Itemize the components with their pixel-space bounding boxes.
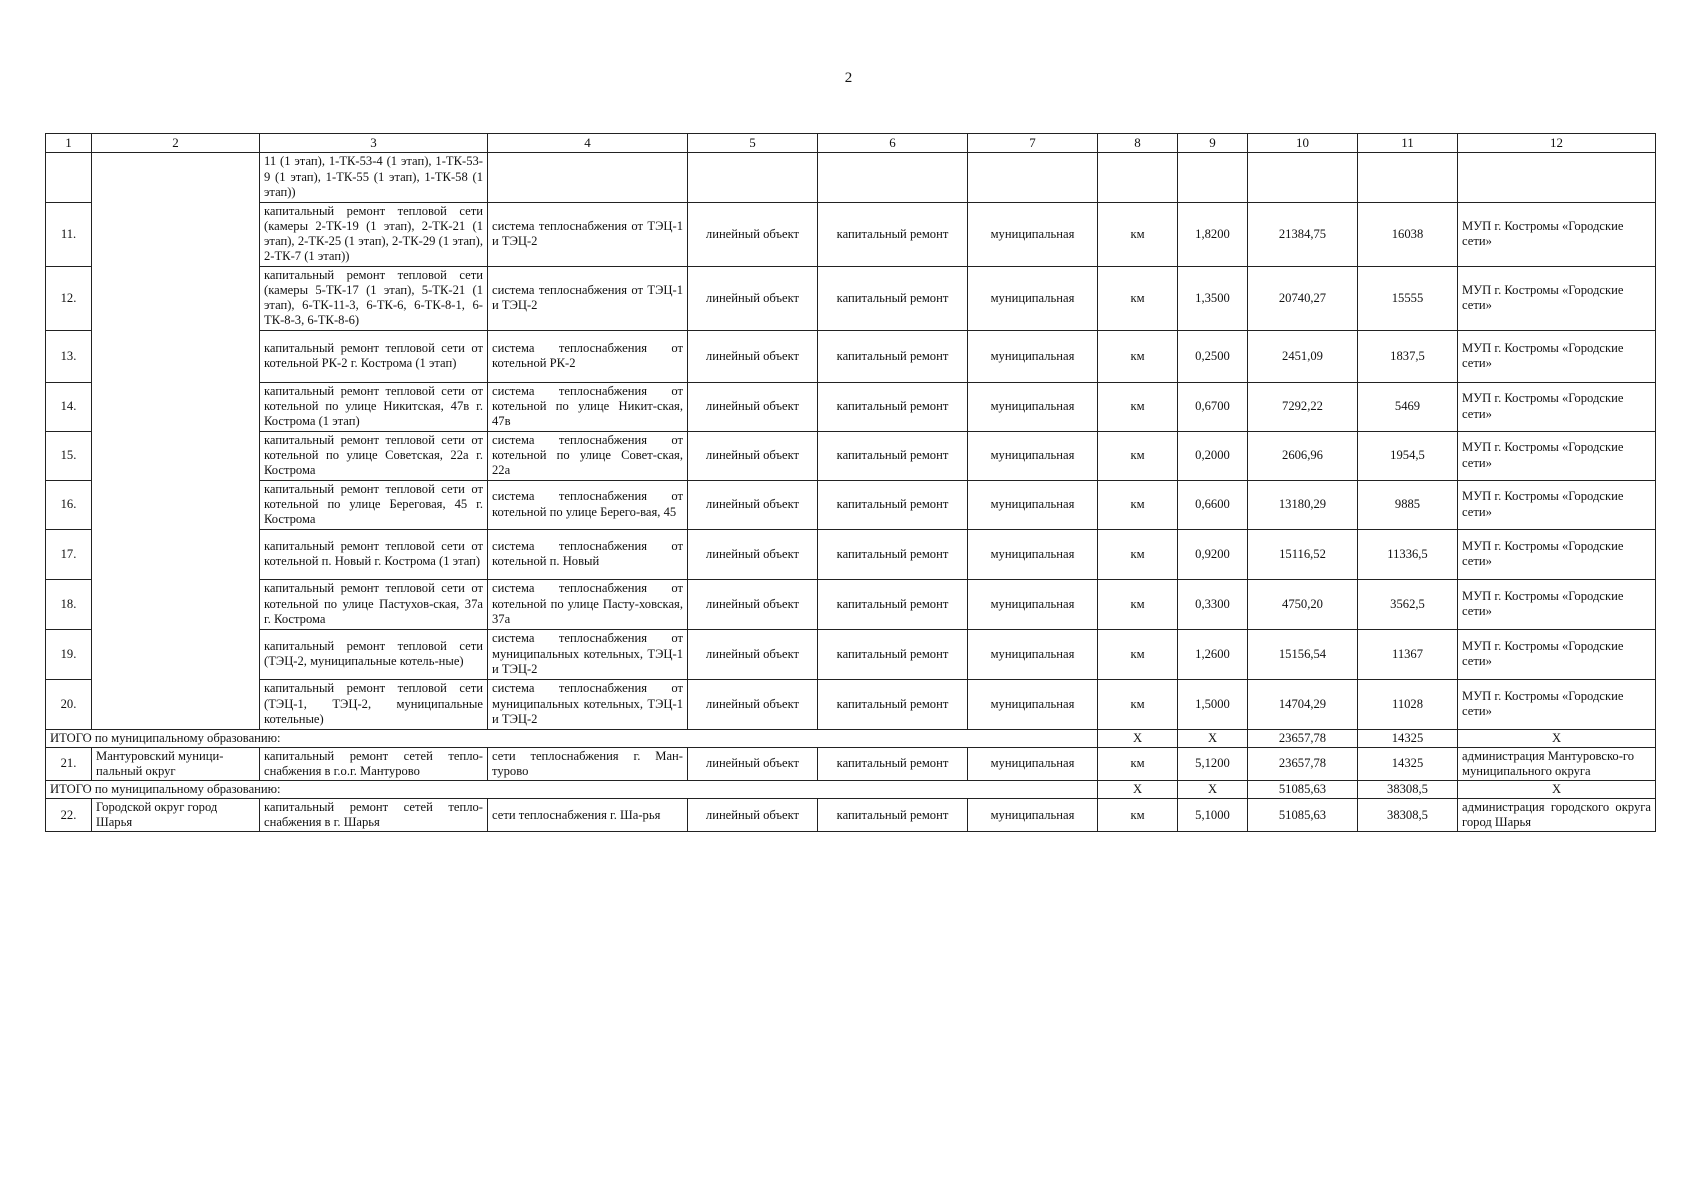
total-capacity: Х [1178,780,1248,798]
work-type: капитальный ремонт [818,579,968,629]
cost-funded: 9885 [1358,480,1458,529]
capacity: 0,2500 [1178,330,1248,382]
executor: МУП г. Костромы «Городские сети» [1458,202,1656,266]
work-type: капитальный ремонт [818,266,968,330]
capacity: 0,6700 [1178,382,1248,431]
executor: МУП г. Костромы «Городские сети» [1458,382,1656,431]
work-type: капитальный ремонт [818,799,968,832]
col-header-9: 9 [1178,134,1248,153]
capacity: 0,6600 [1178,480,1248,529]
row-number: 17. [46,529,92,579]
total-executor: Х [1458,729,1656,747]
object-type: линейный объект [688,529,818,579]
ownership: муниципальная [968,266,1098,330]
col-header-6: 6 [818,134,968,153]
total-row [46,729,1656,747]
object-name: капитальный ремонт тепловой сети от котельной п. Новый г. Кострома (1 этап) [260,529,488,579]
unit: км [1098,382,1178,431]
total-executor: Х [1458,780,1656,798]
col-header-12: 12 [1458,134,1656,153]
executor: МУП г. Костромы «Городские сети» [1458,679,1656,729]
work-type: капитальный ремонт [818,529,968,579]
col-header-3: 3 [260,134,488,153]
table-row [46,330,1656,382]
row-number: 18. [46,579,92,629]
work-type: капитальный ремонт [818,480,968,529]
executor: МУП г. Костромы «Городские сети» [1458,480,1656,529]
unit: км [1098,529,1178,579]
table-row [46,431,1656,480]
object-type: линейный объект [688,382,818,431]
total-capacity: Х [1178,729,1248,747]
cost-total: 15116,52 [1248,529,1358,579]
col-header-8: 8 [1098,134,1178,153]
row-number: 20. [46,679,92,729]
executor: администрация городского округа город Шарья [1458,799,1656,832]
cost-total: 4750,20 [1248,579,1358,629]
object-type: линейный объект [688,431,818,480]
cost-total: 2451,09 [1248,330,1358,382]
capacity: 0,9200 [1178,529,1248,579]
col-header-1: 1 [46,134,92,153]
work-type: капитальный ремонт [818,202,968,266]
capacity: 1,2600 [1178,629,1248,679]
unit: км [1098,747,1178,780]
work-type: капитальный ремонт [818,679,968,729]
cost-total: 15156,54 [1248,629,1358,679]
unit: км [1098,799,1178,832]
executor: МУП г. Костромы «Городские сети» [1458,431,1656,480]
municipality-name: Мантуровский муници-пальный округ [92,747,260,780]
table-row [46,382,1656,431]
system-name: система теплоснабжения от муниципальных котельных, ТЭЦ-1 и ТЭЦ-2 [488,679,688,729]
col-header-7: 7 [968,134,1098,153]
object-type: линейный объект [688,629,818,679]
work-type: капитальный ремонт [818,431,968,480]
ownership: муниципальная [968,330,1098,382]
row-number: 13. [46,330,92,382]
total-row [46,780,1656,798]
work-type: капитальный ремонт [818,747,968,780]
ownership: муниципальная [968,480,1098,529]
unit: км [1098,202,1178,266]
system-name: система теплоснабжения от котельной по улице Никит-ская, 47в [488,382,688,431]
executor: МУП г. Костромы «Городские сети» [1458,629,1656,679]
capacity: 5,1200 [1178,747,1248,780]
cost-total: 51085,63 [1248,799,1358,832]
unit: км [1098,266,1178,330]
row-number: 11. [46,202,92,266]
ownership: муниципальная [968,382,1098,431]
cost-total: 13180,29 [1248,480,1358,529]
cost-total: 2606,96 [1248,431,1358,480]
col-header-4: 4 [488,134,688,153]
cost-funded: 11028 [1358,679,1458,729]
system-name: система теплоснабжения от котельной РК-2 [488,330,688,382]
object-name: капитальный ремонт тепловой сети от котельной по улице Советская, 22а г. Кострома [260,431,488,480]
col-header-2: 2 [92,134,260,153]
cost-total: 7292,22 [1248,382,1358,431]
row-number: 21. [46,747,92,780]
cost-total: 23657,78 [1248,747,1358,780]
cost-funded: 38308,5 [1358,799,1458,832]
cost-funded: 1837,5 [1358,330,1458,382]
system-name: система теплоснабжения от ТЭЦ-1 и ТЭЦ-2 [488,266,688,330]
capacity: 0,2000 [1178,431,1248,480]
cost-funded: 3562,5 [1358,579,1458,629]
object-type: линейный объект [688,202,818,266]
row-number: 15. [46,431,92,480]
object-name: капитальный ремонт тепловой сети (ТЭЦ-2, муниципальные котель-ные) [260,629,488,679]
ownership: муниципальная [968,431,1098,480]
ownership: муниципальная [968,202,1098,266]
executor: МУП г. Костромы «Городские сети» [1458,330,1656,382]
unit: км [1098,330,1178,382]
system-name: система теплоснабжения от котельной по улице Берего-вая, 45 [488,480,688,529]
table-row [46,529,1656,579]
total-label: ИТОГО по муниципальному образованию: [46,729,1098,747]
object-name: капитальный ремонт тепловой сети (ТЭЦ-1, ТЭЦ-2, муниципальные котельные) [260,679,488,729]
object-name: капитальный ремонт тепловой сети от котельной по улице Никитская, 47в г. Кострома (1 этап) [260,382,488,431]
work-type: капитальный ремонт [818,629,968,679]
object-type: линейный объект [688,747,818,780]
unit: км [1098,431,1178,480]
ownership: муниципальная [968,529,1098,579]
total-unit: Х [1098,780,1178,798]
object-name: капитальный ремонт тепловой сети (камеры 5-ТК-17 (1 этап), 5-ТК-21 (1 этап), 6-ТК-11-3, 6-ТК-6, 6-ТК-8-1, 6-ТК-8-3, 6-ТК-8-6) [260,266,488,330]
row-number: 12. [46,266,92,330]
table-row [46,202,1656,266]
object-name: капитальный ремонт тепловой сети от котельной по улице Береговая, 45 г. Кострома [260,480,488,529]
cost-funded: 11367 [1358,629,1458,679]
system-name: сети теплоснабжения г. Ша-рья [488,799,688,832]
investment-table [45,133,1656,832]
cost-funded: 5469 [1358,382,1458,431]
cost-total: 14704,29 [1248,679,1358,729]
municipality-name: Городской округ город Шарья [92,799,260,832]
system-name: система теплоснабжения от котельной по улице Пасту-ховская, 37а [488,579,688,629]
work-type: капитальный ремонт [818,330,968,382]
capacity: 1,5000 [1178,679,1248,729]
object-name: капитальный ремонт тепловой сети от котельной по улице Пастухов-ская, 37а г. Кострома [260,579,488,629]
unit: км [1098,679,1178,729]
system-name: система теплоснабжения от котельной по улице Совет-ская, 22а [488,431,688,480]
page-number: 2 [844,70,853,86]
total-funded: 14325 [1358,729,1458,747]
capacity: 1,8200 [1178,202,1248,266]
unit: км [1098,629,1178,679]
executor: МУП г. Костромы «Городские сети» [1458,266,1656,330]
ownership: муниципальная [968,679,1098,729]
total-funded: 38308,5 [1358,780,1458,798]
object-name: капитальный ремонт сетей тепло-снабжения в г. Шарья [260,799,488,832]
table-row [46,266,1656,330]
unit: км [1098,480,1178,529]
ownership: муниципальная [968,747,1098,780]
cost-funded: 14325 [1358,747,1458,780]
executor: администрация Мантуровско-го муниципального округа [1458,747,1656,780]
col-header-10: 10 [1248,134,1358,153]
table-row [46,679,1656,729]
table-row [46,799,1656,832]
capacity: 1,3500 [1178,266,1248,330]
object-type: линейный объект [688,480,818,529]
column-number-header [46,134,1656,153]
object-name: капитальный ремонт сетей тепло-снабжения в г.о.г. Мантурово [260,747,488,780]
capacity: 0,3300 [1178,579,1248,629]
cost-funded: 16038 [1358,202,1458,266]
system-name: система теплоснабжения от муниципальных котельных, ТЭЦ-1 и ТЭЦ-2 [488,629,688,679]
cost-funded: 15555 [1358,266,1458,330]
table-row [46,747,1656,780]
col-header-5: 5 [688,134,818,153]
work-type: капитальный ремонт [818,382,968,431]
ownership: муниципальная [968,579,1098,629]
executor: МУП г. Костромы «Городские сети» [1458,579,1656,629]
system-name: сети теплоснабжения г. Ман-турово [488,747,688,780]
system-name: система теплоснабжения от котельной п. Новый [488,529,688,579]
table-row-continuation [46,152,1656,202]
ownership: муниципальная [968,799,1098,832]
total-label: ИТОГО по муниципальному образованию: [46,780,1098,798]
object-type: линейный объект [688,266,818,330]
cost-funded: 11336,5 [1358,529,1458,579]
total-unit: Х [1098,729,1178,747]
col-header-11: 11 [1358,134,1458,153]
object-type: линейный объект [688,330,818,382]
object-type: линейный объект [688,799,818,832]
capacity: 5,1000 [1178,799,1248,832]
object-name: 11 (1 этап), 1-ТК-53-4 (1 этап), 1-ТК-53-9 (1 этап), 1-ТК-55 (1 этап), 1-ТК-58 (1 этап)) [260,152,488,202]
cost-total: 21384,75 [1248,202,1358,266]
total-cost: 51085,63 [1248,780,1358,798]
object-type: линейный объект [688,679,818,729]
executor: МУП г. Костромы «Городские сети» [1458,529,1656,579]
municipality-cell-kostroma [92,152,260,729]
row-number: 14. [46,382,92,431]
system-name: система теплоснабжения от ТЭЦ-1 и ТЭЦ-2 [488,202,688,266]
object-name: капитальный ремонт тепловой сети (камеры 2-ТК-19 (1 этап), 2-ТК-21 (1 этап), 2-ТК-25 (1 этап), 2-ТК-29 (1 этап), 2-ТК-7 (1 этап)) [260,202,488,266]
row-number: 22. [46,799,92,832]
ownership: муниципальная [968,629,1098,679]
row-number: 16. [46,480,92,529]
row-number: 19. [46,629,92,679]
object-name: капитальный ремонт тепловой сети от котельной РК-2 г. Кострома (1 этап) [260,330,488,382]
cost-total: 20740,27 [1248,266,1358,330]
table-row [46,629,1656,679]
cost-funded: 1954,5 [1358,431,1458,480]
table-row [46,480,1656,529]
total-cost: 23657,78 [1248,729,1358,747]
table-row [46,579,1656,629]
unit: км [1098,579,1178,629]
object-type: линейный объект [688,579,818,629]
